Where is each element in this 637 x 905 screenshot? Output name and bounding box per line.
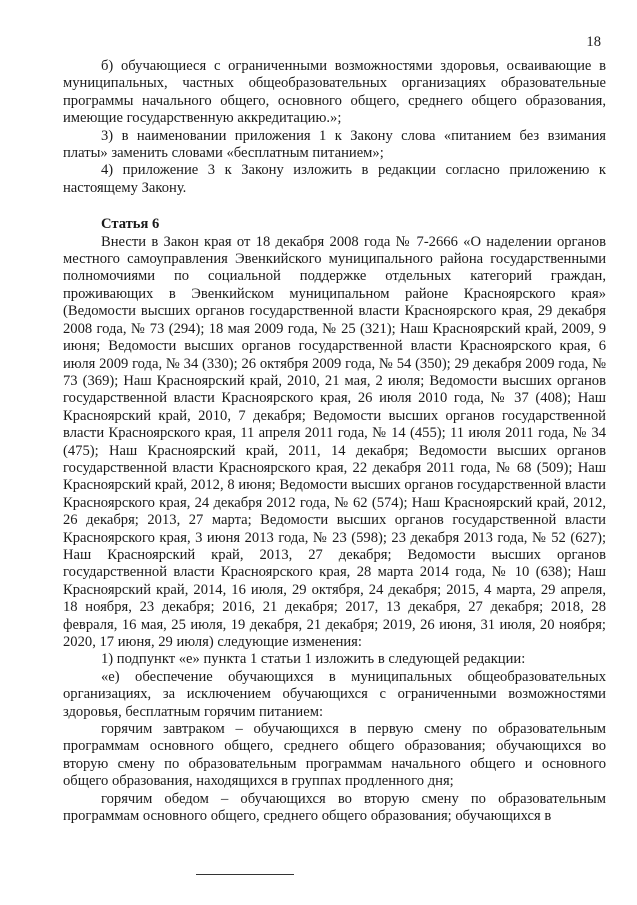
article-heading: Статья 6 xyxy=(101,216,160,233)
lunch-paragraph: горячим обедом – обучающихся во вторую смену по образовательным программам основного общего, среднего общего образования; обучающихся в xyxy=(63,790,606,825)
footnote-separator-line xyxy=(196,874,294,875)
breakfast-paragraph: горячим завтраком – обучающихся в первую смену по образовательным программам основного общего, среднего общего образования; обучающихся во вторую смену по образовательным программам начального общего и основного общего образования, находящихся в группах продленного дня; xyxy=(63,721,606,790)
paragraph-item-4: 4) приложение 3 к Закону изложить в редакции согласно приложению к настоящему Закону. xyxy=(63,162,606,196)
page-number: 18 xyxy=(586,34,601,50)
paragraph-item-3: 3) в наименовании приложения 1 к Закону слова «питанием без взимания платы» заменить словами «бесплатным питанием»; xyxy=(63,127,606,162)
paragraph-item-b: б) обучающиеся с ограниченными возможностями здоровья, осваивающие в муниципальных, частных общеобразовательных организациях образовательные программы начального общего, основного общего, среднего общего образования, имеющие государственную аккредитацию.»; xyxy=(63,58,606,127)
spacer xyxy=(63,197,606,216)
article-intro-paragraph: Внести в Закон края от 18 декабря 2008 года № 7-2666 «О наделении органов местного самоуправления Эвенкийского муниципального района государственными полномочиями по социальной поддержке отдельных категорий граждан, проживающих в Эвенкийском муниципальном районе Красноярского края» (Ведомости высших органов государственной власти Красноярского края, 29 декабря 2008 года, № 73 (294); 18 мая 2009 года, № 25 (321); Наш Красноярский край, 2009, 9 июня; Ведомости высших органов государственной власти Красноярского края, 6 июля 2009 года, № 34 (330); 26 октября 2009 года, № 54 (350); 29 декабря 2009 года, № 73 (369); Наш Красноярский край, 2010, 21 мая, 2 июля; Ведомости высших органов государственной власти Красноярского края, 26 июля 2010 года, № 37 (408); Наш Красноярский край, 2010, 7 декабря; Ведомости высших органов государственной власти Красноярского края, 11 апреля 2011 года, № 14 (455); 11 июля 2011 года, № 34 (475); Наш Красноярский край, 2011, 14 декабря; Ведомости высших органов государственной власти Красноярского края, 22 декабря 2011 года, № 68 (509); Наш Красноярский край, 2012, 8 июня; Ведомости высших органов государственной власти Красноярского края, 24 декабря 2012 года, № 62 (574); Наш Красноярский край, 2012, 26 декабря; 2013, 27 марта; Ведомости высших органов государственной власти Красноярского края, 3 июня 2013 года, № 23 (598); 23 декабря 2013 года, № 52 (627); Наш Красноярский край, 2013, 27 декабря; Ведомости высших органов государственной власти Красноярского края, 28 марта 2014 года, № 10 (638); Наш Красноярский край, 2014, 16 июля, 29 октября, 24 декабря; 2015, 4 марта, 29 апреля, 18 ноября, 23 декабря; 2016, 21 декабря; 2017, 13 декабря, 27 декабря; 2018, 28 февраля, 16 мая, 25 июля, 19 декабря, 21 декабря; 2019, 26 июня, 31 июля, 20 ноября; 2020, 17 июня, 29 июля) следующие изменения: xyxy=(63,233,606,650)
document-body xyxy=(63,58,606,825)
subitem-e-paragraph: «е) обеспечение обучающихся в муниципальных общеобразовательных организациях, за исключением обучающихся с ограниченными возможностями здоровья, бесплатным горячим питанием: xyxy=(63,668,606,720)
subitem-1-paragraph: 1) подпункт «е» пункта 1 статьи 1 изложить в следующей редакции: xyxy=(101,651,526,668)
